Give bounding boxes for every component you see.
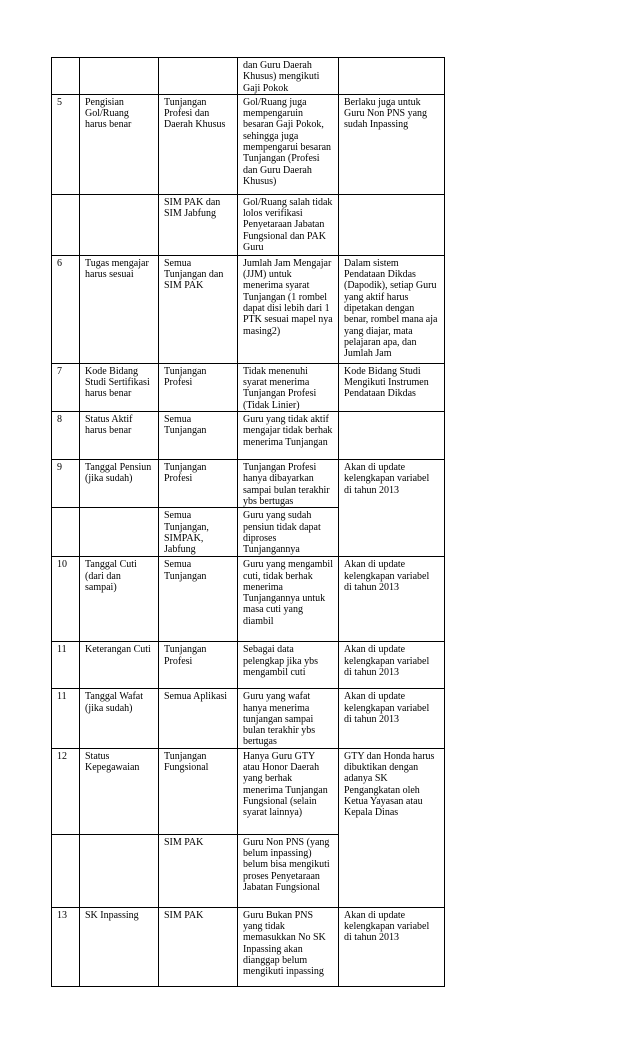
application: Semua Tunjangan, SIMPAK, Jabfung	[159, 508, 238, 557]
note: Akan di update kelengkapan variabel di tahun 2013	[339, 689, 445, 748]
application: SIM PAK dan SIM Jabfung	[159, 194, 238, 255]
field-name: Kode Bidang Studi Sertifikasi harus benar	[80, 363, 159, 411]
field-name: Tanggal Pensiun (jika sudah)	[80, 460, 159, 508]
description: Guru yang wafat hanya menerima tunjangan sampai bulan terakhir ybs bertugas	[238, 689, 339, 748]
row-number	[52, 508, 80, 557]
description: Guru yang tidak aktif mengajar tidak berhak menerima Tunjangan	[238, 412, 339, 460]
field-name	[80, 834, 159, 907]
description: Guru Non PNS (yang belum inpassing) belum bisa mengikuti proses Penyetaraan Jabatan Fungsional	[238, 834, 339, 907]
table-row	[52, 642, 445, 689]
description: Hanya Guru GTY atau Honor Daerah yang berhak menerima Tunjangan Fungsional (selain syarat lainnya)	[238, 748, 339, 834]
table-row	[52, 94, 445, 194]
field-name: Tanggal Wafat (jika sudah)	[80, 689, 159, 748]
application: Semua Aplikasi	[159, 689, 238, 748]
table-row	[52, 748, 445, 834]
description: Jumlah Jam Mengajar (JJM) untuk menerima syarat Tunjangan (1 rombel dapat disi lebih dari 1 PTK sesuai mapel nya masing2)	[238, 255, 339, 363]
application: Tunjangan Profesi dan Daerah Khusus	[159, 94, 238, 194]
row-number	[52, 194, 80, 255]
note: Dalam sistem Pendataan Dikdas (Dapodik), setiap Guru yang aktif harus dipetakan dengan benar, rombel mana aja yang diajar, mata pelajaran apa, dan Jumlah Jam	[339, 255, 445, 363]
description: Gol/Ruang juga mempengaruin besaran Gaji Pokok, sehingga juga mempengarui besaran Tunjangan (Profesi dan Guru Daerah Khusus)	[238, 94, 339, 194]
row-number: 5	[52, 94, 80, 194]
row-number: 11	[52, 642, 80, 689]
application: Semua Tunjangan dan SIM PAK	[159, 255, 238, 363]
table-row	[52, 907, 445, 986]
field-name	[80, 58, 159, 95]
note: Akan di update kelengkapan variabel di tahun 2013	[339, 907, 445, 986]
row-number: 6	[52, 255, 80, 363]
field-name: Tugas mengajar harus sesuai	[80, 255, 159, 363]
table-row	[52, 834, 445, 907]
table-row	[52, 508, 445, 557]
field-name	[80, 194, 159, 255]
note	[339, 412, 445, 460]
application: Tunjangan Fungsional	[159, 748, 238, 834]
note	[339, 194, 445, 255]
note	[339, 58, 445, 95]
table-row	[52, 689, 445, 748]
table-row	[52, 460, 445, 508]
application: Semua Tunjangan	[159, 412, 238, 460]
field-name: Status Aktif harus benar	[80, 412, 159, 460]
note: Berlaku juga untuk Guru Non PNS yang sudah Inpassing	[339, 94, 445, 194]
description: Sebagai data pelengkap jika ybs mengambil cuti	[238, 642, 339, 689]
data-table	[51, 57, 445, 987]
application: SIM PAK	[159, 834, 238, 907]
description: Guru yang sudah pensiun tidak dapat diproses Tunjangannya	[238, 508, 339, 557]
application	[159, 58, 238, 95]
row-number	[52, 58, 80, 95]
application: SIM PAK	[159, 907, 238, 986]
table-row	[52, 557, 445, 642]
description: Guru Bukan PNS yang tidak memasukkan No SK Inpassing akan dianggap belum mengikuti inpassing	[238, 907, 339, 986]
note: Akan di update kelengkapan variabel di tahun 2013	[339, 557, 445, 642]
table-row	[52, 194, 445, 255]
application: Semua Tunjangan	[159, 557, 238, 642]
row-number: 10	[52, 557, 80, 642]
note: Akan di update kelengkapan variabel di tahun 2013	[339, 460, 445, 508]
description: Gol/Ruang salah tidak lolos verifikasi Penyetaraan Jabatan Fungsional dan PAK Guru	[238, 194, 339, 255]
field-name: SK Inpassing	[80, 907, 159, 986]
description: dan Guru Daerah Khusus) mengikuti Gaji Pokok	[238, 58, 339, 95]
table-row	[52, 363, 445, 411]
table-row	[52, 255, 445, 363]
note	[339, 834, 445, 907]
field-name: Keterangan Cuti	[80, 642, 159, 689]
field-name	[80, 508, 159, 557]
field-name: Pengisian Gol/Ruang harus benar	[80, 94, 159, 194]
note: GTY dan Honda harus dibuktikan dengan adanya SK Pengangkatan oleh Ketua Yayasan atau Kepala Dinas	[339, 748, 445, 834]
note: Akan di update kelengkapan variabel di tahun 2013	[339, 642, 445, 689]
row-number: 11	[52, 689, 80, 748]
description: Tidak menenuhi syarat menerima Tunjangan Profesi (Tidak Linier)	[238, 363, 339, 411]
note: Kode Bidang Studi Mengikuti Instrumen Pendataan Dikdas	[339, 363, 445, 411]
row-number: 12	[52, 748, 80, 834]
row-number	[52, 834, 80, 907]
field-name: Tanggal Cuti (dari dan sampai)	[80, 557, 159, 642]
description: Guru yang mengambil cuti, tidak berhak menerima Tunjangannya untuk masa cuti yang diambil	[238, 557, 339, 642]
row-number: 9	[52, 460, 80, 508]
row-number: 7	[52, 363, 80, 411]
row-number: 8	[52, 412, 80, 460]
table-row	[52, 412, 445, 460]
field-name: Status Kepegawaian	[80, 748, 159, 834]
application: Tunjangan Profesi	[159, 642, 238, 689]
row-number: 13	[52, 907, 80, 986]
note	[339, 508, 445, 557]
application: Tunjangan Profesi	[159, 460, 238, 508]
application: Tunjangan Profesi	[159, 363, 238, 411]
table-row	[52, 58, 445, 95]
description: Tunjangan Profesi hanya dibayarkan sampai bulan terakhir ybs bertugas	[238, 460, 339, 508]
